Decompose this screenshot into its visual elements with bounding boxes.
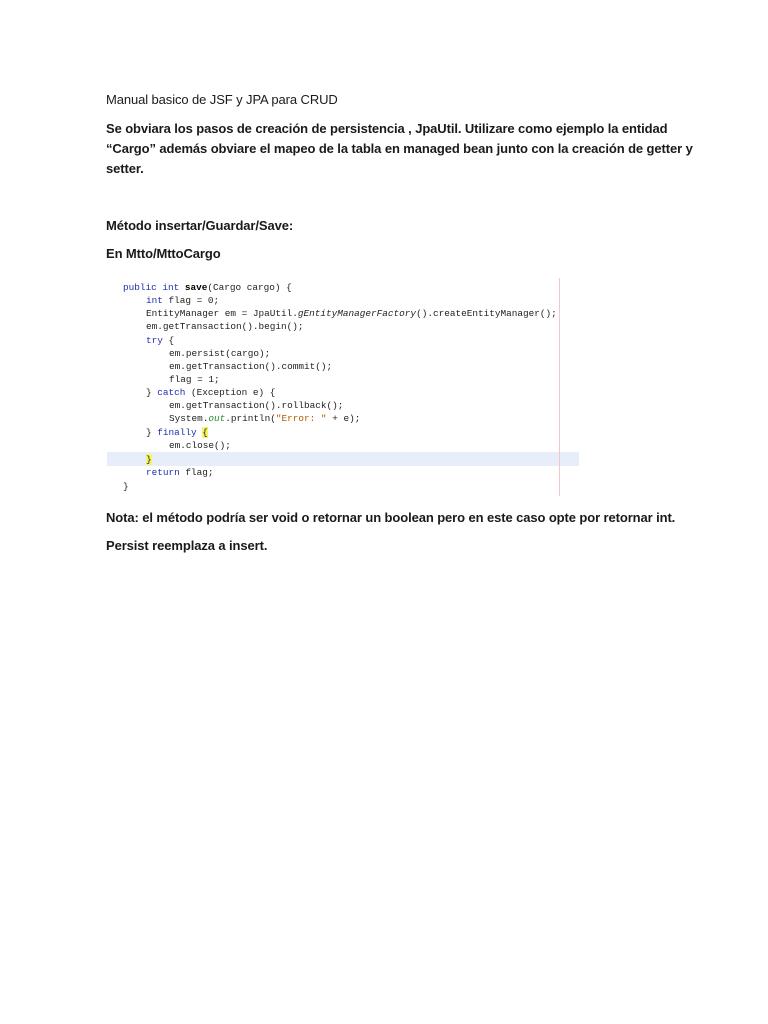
location-heading: En Mtto/MttoCargo xyxy=(106,246,221,261)
intro-line: setter. xyxy=(106,161,144,176)
method-heading: Método insertar/Guardar/Save: xyxy=(106,218,294,233)
intro-paragraph xyxy=(106,119,693,179)
persist-paragraph: Persist reemplaza a insert. xyxy=(106,538,268,553)
current-line-highlight xyxy=(107,452,579,466)
intro-line: “Cargo” además obviare el mapeo de la tabla en managed bean junto con la creación de getter y xyxy=(106,141,693,156)
code-line: EntityManager em = JpaUtil.gEntityManagerFactory().createEntityManager(); xyxy=(146,308,557,319)
code-line: return flag; xyxy=(146,467,214,478)
code-line: em.getTransaction().begin(); xyxy=(146,321,304,332)
code-screenshot xyxy=(107,278,560,496)
code-line: } catch (Exception e) { xyxy=(146,387,276,398)
document-title: Manual basico de JSF y JPA para CRUD xyxy=(106,92,338,107)
code-line: em.close(); xyxy=(169,440,231,451)
intro-line: Se obviara los pasos de creación de persistencia , JpaUtil. Utilizare como ejemplo la entidad xyxy=(106,121,668,136)
code-line: public int save(Cargo cargo) { xyxy=(123,282,292,293)
code-line: em.getTransaction().rollback(); xyxy=(169,400,344,411)
code-line: flag = 1; xyxy=(169,374,220,385)
code-line: try { xyxy=(146,335,175,346)
note-paragraph: Nota: el método podría ser void o retornar un boolean pero en este caso opte por retornar int. xyxy=(106,510,676,525)
code-line: em.persist(cargo); xyxy=(169,348,271,359)
code-line: } xyxy=(123,481,129,492)
code-line: em.getTransaction().commit(); xyxy=(169,361,333,372)
code-line: System.out.println("Error: " + e); xyxy=(169,413,361,424)
code-line: } finally { xyxy=(146,427,208,438)
code-line: int flag = 0; xyxy=(146,295,220,306)
code-line: } xyxy=(146,454,152,465)
margin-line xyxy=(559,278,560,496)
